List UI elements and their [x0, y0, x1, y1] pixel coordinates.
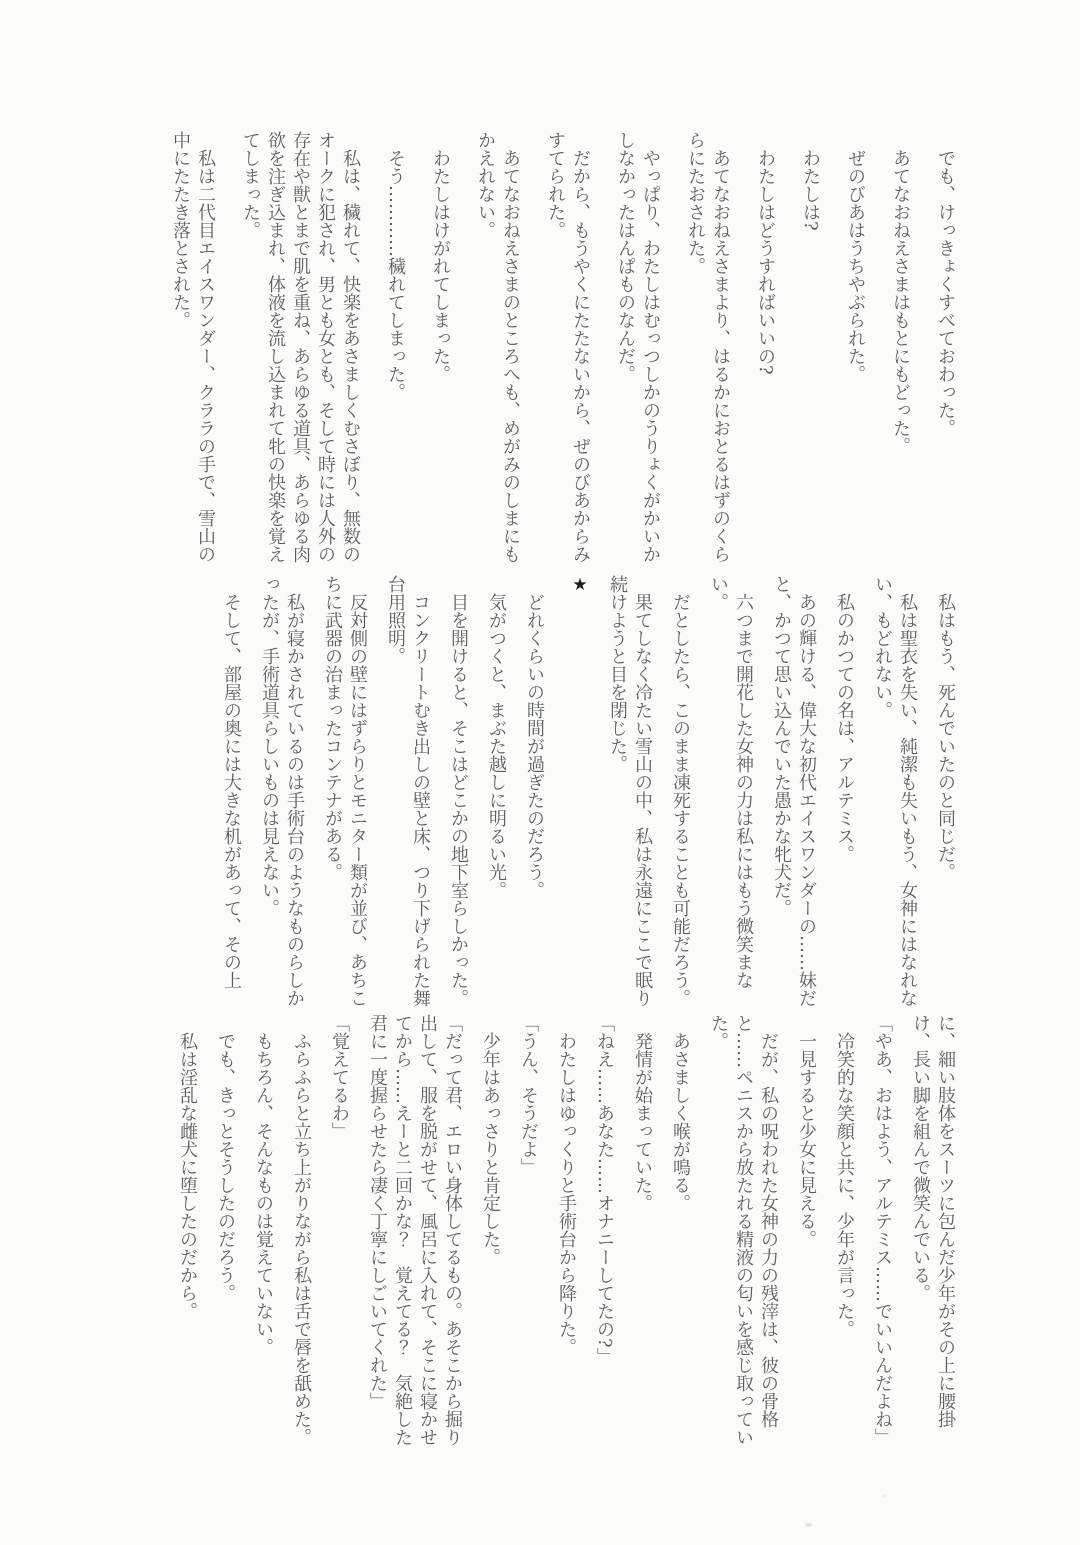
paragraph: どれくらいの時間が過ぎたのだろう。 — [524, 593, 545, 899]
text-band-bottom — [106, 1014, 958, 1448]
paragraph: 発情が始まっていた。 — [632, 1032, 653, 1212]
paragraph: 反対側の壁にはずらりとモニター類が並び、あちこちに武器の治まったコンテナがある。 — [322, 575, 368, 1007]
text-band-top — [106, 131, 958, 565]
paragraph: あてなおねえさまはもとにもどった。 — [890, 149, 911, 455]
paragraph: 私はもう、死んでいたのと同じだ。 — [935, 593, 956, 881]
paragraph: 私は、穢れて、快楽をあさましくむさぼり、無数のオークに犯され、男とも女とも、そして時には人外の存在や獣とまで肌を重ね、あらゆる道具、あらゆる肉欲を注ぎ込まれ、体液を流し込まれて牝の快楽を覚えてしまった。 — [240, 131, 361, 563]
paragraph: ふらふらと立ち上がりながら私は舌で唇を舐めた。 — [291, 1032, 312, 1446]
paragraph: わたしはけがれてしまった。 — [430, 149, 451, 383]
text-band-middle — [106, 575, 958, 1009]
paragraph: もちろん、そんなものは覚えていない。 — [253, 1032, 274, 1356]
paragraph: ぜのびあはうちやぶられた。 — [845, 149, 866, 383]
paragraph: わたしは? — [800, 149, 821, 231]
scan-speck — [805, 1523, 812, 1527]
paragraph: 冷笑的な笑顔と共に、少年が言った。 — [834, 1032, 855, 1338]
paragraph: あてなおねえさまより、はるかにおとるはずのくららにたおされた。 — [685, 131, 731, 563]
paragraph: 私が寝かされているのは手術台のようなものらしかったが、手術道具らしいものは見えない。 — [259, 575, 305, 1007]
paragraph: だとしたら、このまま凍死することも可能だろう。 — [670, 593, 691, 1007]
paragraph: あさましく喉が鳴る。 — [670, 1032, 691, 1212]
paragraph: わたしはどうすればいいの? — [755, 149, 776, 375]
paragraph: だから、もうやくにたたないから、ぜのびあからみすてられた。 — [545, 131, 591, 563]
paragraph: やっぱり、わたしはむっつしかのうりょくがかいかしなかったはんぱものなんだ。 — [615, 131, 661, 563]
paragraph: でも、きっとそうしたのだろう。 — [215, 1032, 236, 1302]
paragraph: 私は聖衣を失い、純潔も失いもう、女神にはなれない、もどれない。 — [872, 575, 918, 1007]
paragraph: 「ねえ……あなた……オナニーしてたの?」 — [594, 1014, 615, 1366]
paragraph: 私は淫乱な雌犬に堕したのだから。 — [177, 1032, 198, 1320]
paragraph: 気がつくと、まぶた越しに明るい光。 — [486, 593, 507, 899]
paragraph: わたしはゆっくりと手術台から降りた。 — [556, 1032, 577, 1356]
paragraph: 「覚えてるわ」 — [329, 1014, 350, 1140]
scan-speck — [882, 1494, 887, 1497]
paragraph: あてなおねえさまのところへも、めがみのしまにもかえれない。 — [475, 131, 521, 563]
paragraph: 「うん、そうだよ」 — [518, 1014, 539, 1176]
paragraph: 「やあ、おはよう、アルテミス……でいいんだよね」 — [872, 1014, 893, 1446]
paragraph: 私は二代目エイスワンダー、クララの手で、雪山の中にたたき落とされた。 — [170, 131, 216, 563]
paragraph: 目を開けると、そこはどこかの地下室らしかった。 — [448, 593, 469, 1007]
paragraph: コンクリートむき出しの壁と床、つり下げられた舞台用照明。 — [385, 575, 431, 1007]
paragraph: 一見すると少女に見える。 — [796, 1032, 817, 1248]
paragraph: あの輝ける、偉大な初代エイスワンダーの……妹だと、かつて思い込んでいた愚かな牝犬だ。 — [771, 575, 817, 1007]
paragraph: 「だって君、エロい身体してるもの。あそこから掘り出して、服を脱がせて、風呂に入れて、そこに寝かせてから……えーと二回かな？ 覚えてる？ 気絶した君に一度握らせたら凄く丁寧にしごいてくれた」 — [367, 1014, 463, 1446]
paragraph: だが、私の呪われた女神の力の残滓は、彼の骨格と……ペニスから放たれる精液の匂いを感じ取っていた。 — [708, 1014, 779, 1446]
paragraph: 私のかつての名は、アルテミス。 — [834, 593, 855, 863]
paragraph: 少年はあっさりと肯定した。 — [480, 1032, 501, 1266]
section-break-star: ★ — [570, 575, 590, 595]
paragraph: でも、けっきょくすべておわった。 — [935, 149, 956, 437]
paragraph: 六つまで開花した女神の力は私にはもう微笑まない。 — [708, 575, 754, 989]
paragraph: に、細い肢体をスーツに包んだ少年がその上に腰掛け、長い脚を組んで微笑んでいる。 — [910, 1014, 956, 1428]
paragraph: 果てしなく冷たい雪山の中、私は永遠にここで眠り続けようと目を閉じた。 — [607, 575, 653, 1007]
paragraph: そう…………穢れてしまった。 — [385, 149, 406, 401]
paragraph: そして、部屋の奥には大きな机があって、その上 — [221, 593, 242, 989]
